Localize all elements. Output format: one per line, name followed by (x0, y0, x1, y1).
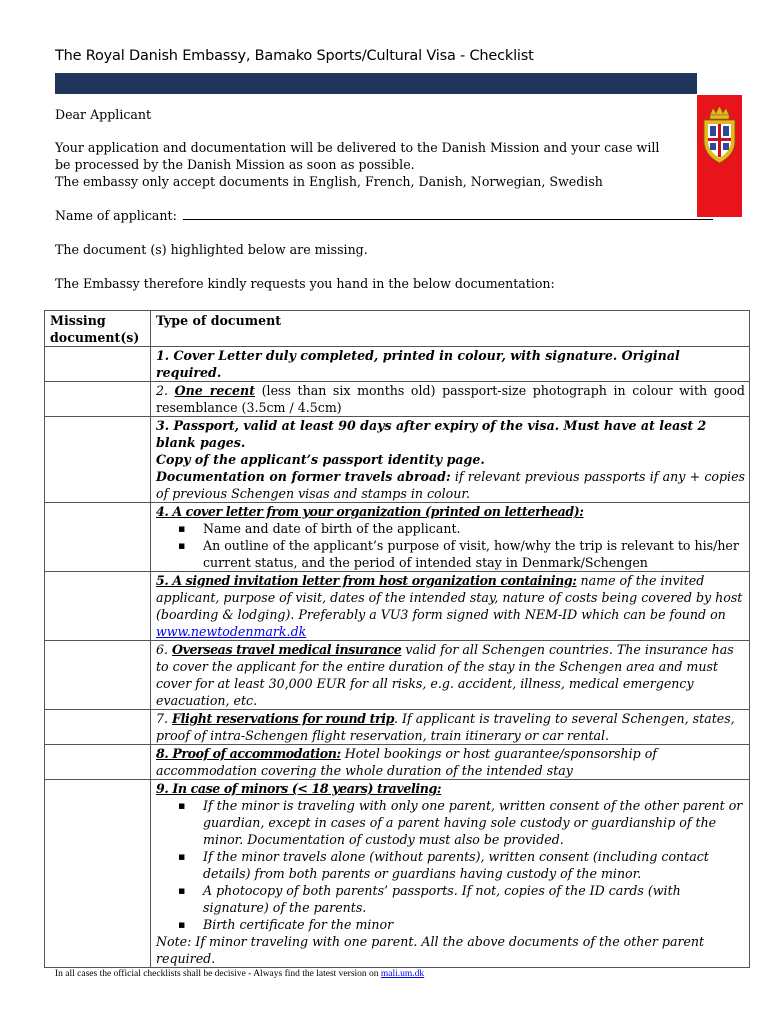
missing-checkbox-8[interactable] (45, 745, 151, 780)
table-row (45, 710, 750, 745)
item-minors: 9. In case of minors (< 18 years) traveling: ▪ If the minor is traveling with only one parent, written consent of the other parent or guardian, except in cases of a parent having sole custody or guardianship of the minor. Documentation of custody must also be provided. ▪ If the minor travels alone (without parents), written consent (including contact details) from both parents or guardians having custody of the minor. ▪ A photocopy of both parents’ passports. If not, copies of the ID cards (with signature) of the parents. ▪ Birth certificate for the minor Note: If minor traveling with one parent. All the above documents of the other parent required. (151, 780, 750, 968)
table-row (45, 745, 750, 780)
intro-line-3: The embassy only accept documents in English, French, Danish, Norwegian, Swedish (55, 174, 603, 189)
footer: In all cases the official checklists shall be decisive - Always find the latest version on mali.um.dk (55, 969, 425, 979)
danish-royal-coat-of-arms-icon (701, 103, 738, 165)
table-row (45, 780, 750, 968)
table-row (45, 503, 750, 572)
table-header-row (45, 311, 750, 347)
applicant-name-label: Name of applicant: (55, 208, 177, 223)
missing-note: The document (s) highlighted below are missing. (55, 242, 368, 257)
type-column-header: Type of document (151, 311, 750, 347)
item-cover-letter: 1. Cover Letter duly completed, printed in colour, with signature. Original required. (151, 347, 750, 382)
item-photo: 2. One recent (less than six months old) passport-size photograph in colour with good resemblance (3.5cm / 4.5cm) (151, 382, 750, 417)
intro-line-1: Your application and documentation will be delivered to the Danish Mission and your case will (55, 140, 660, 155)
missing-checkbox-3[interactable] (45, 417, 151, 503)
table-row (45, 417, 750, 503)
checklist-table (44, 310, 750, 968)
header-bar (55, 73, 697, 94)
table-row (45, 641, 750, 710)
missing-checkbox-2[interactable] (45, 382, 151, 417)
item-passport: 3. Passport, valid at least 90 days after expiry of the visa. Must have at least 2 blank pages. Copy of the applicant’s passport identity page. Documentation on former travels abroad: if relevant previous passports if any + copies of previous Schengen visas and stamps in colour. (151, 417, 750, 503)
table-row (45, 347, 750, 382)
missing-column-header: Missing document(s) (45, 311, 151, 347)
list-item: ▪ Birth certificate for the minor (203, 916, 745, 933)
list-item: ▪ Name and date of birth of the applicant. (203, 520, 745, 537)
list-item: ▪ If the minor travels alone (without parents), written consent (including contact details) from both parents or guardians having custody of the minor. (203, 848, 745, 882)
intro-line-2: be processed by the Danish Mission as soon as possible. (55, 157, 415, 172)
missing-checkbox-6[interactable] (45, 641, 151, 710)
table-row (45, 382, 750, 417)
item-accommodation: 8. Proof of accommodation: Hotel bookings or host guarantee/sponsorship of accommodation covering the whole duration of the intended stay (151, 745, 750, 780)
newtodenmark-link[interactable]: www.newtodenmark.dk (156, 624, 307, 639)
missing-checkbox-4[interactable] (45, 503, 151, 572)
list-item: ▪ If the minor is traveling with only one parent, written consent of the other parent or guardian, except in cases of a parent having sole custody or guardianship of the minor. Documentation of custody must also be provided. (203, 797, 745, 848)
item-organization-letter: 4. A cover letter from your organization (printed on letterhead): ▪ Name and date of birth of the applicant. ▪ An outline of the applicant’s purpose of visit, how/why the trip is relevant to his/her current status, and the period of intended stay in Denmark/Schengen (151, 503, 750, 572)
item-medical-insurance: 6. Overseas travel medical insurance valid for all Schengen countries. The insurance has to cover the applicant for the entire duration of the stay in the Schengen area and must cover for at least 30,000 EUR for all risks, e.g. accident, illness, medical emergency evacuation, etc. (151, 641, 750, 710)
table-row (45, 572, 750, 641)
item-flight-reservation: 7. Flight reservations for round trip. If applicant is traveling to several Schengen, states, proof of intra-Schengen flight reservation, train itinerary or car rental. (151, 710, 750, 745)
mali-um-link[interactable]: mali.um.dk (380, 969, 425, 979)
applicant-name-field[interactable] (183, 219, 713, 220)
missing-checkbox-1[interactable] (45, 347, 151, 382)
missing-checkbox-9[interactable] (45, 780, 151, 968)
crest-panel (697, 95, 742, 217)
page-title: The Royal Danish Embassy, Bamako Sports/Cultural Visa - Checklist (55, 48, 534, 64)
minors-note: Note: If minor traveling with one parent. All the above documents of the other parent required. (156, 934, 705, 966)
item-invitation-letter: 5. A signed invitation letter from host organization containing: name of the invited applicant, purpose of visit, dates of the intended stay, nature of costs being covered by host (boarding & lodging). Preferably a VU3 form signed with NEM-ID which can be found on www.newtodenmark.dk (151, 572, 750, 641)
missing-checkbox-7[interactable] (45, 710, 151, 745)
missing-checkbox-5[interactable] (45, 572, 151, 641)
request-note: The Embassy therefore kindly requests you hand in the below documentation: (55, 276, 555, 291)
list-item: ▪ A photocopy of both parents’ passports. If not, copies of the ID cards (with signature) of the parents. (203, 882, 745, 916)
greeting: Dear Applicant (55, 107, 152, 122)
list-item: ▪ An outline of the applicant’s purpose of visit, how/why the trip is relevant to his/her current status, and the period of intended stay in Denmark/Schengen (203, 537, 745, 571)
